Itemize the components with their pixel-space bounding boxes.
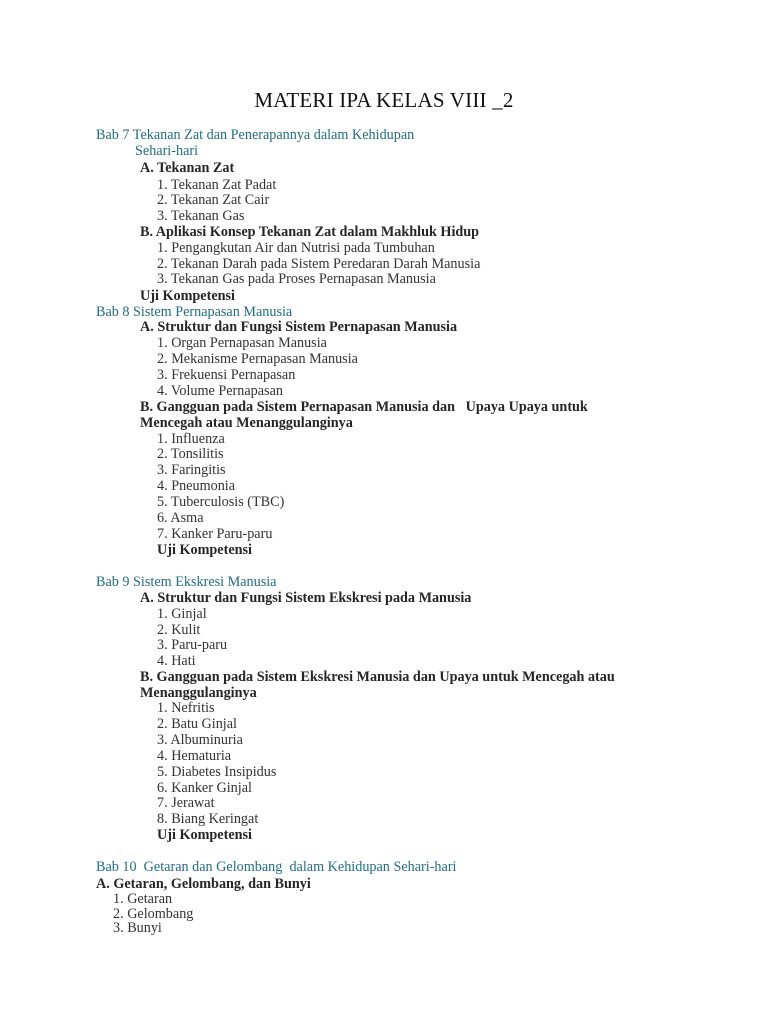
list-item: 2. Tonsilitis	[157, 446, 224, 462]
list-item: 1. Ginjal	[157, 606, 207, 622]
section-heading: B. Gangguan pada Sistem Ekskresi Manusia dan Upaya untuk Mencegah atau	[140, 669, 615, 685]
list-item: 4. Volume Pernapasan	[157, 383, 283, 399]
list-item: 1. Organ Pernapasan Manusia	[157, 335, 327, 351]
list-item: 4. Hematuria	[157, 748, 232, 764]
section-heading: A. Struktur dan Fungsi Sistem Ekskresi pada Manusia	[140, 590, 472, 606]
list-item: 3. Faringitis	[157, 462, 226, 478]
section-heading: Uji Kompetensi	[140, 288, 235, 304]
list-item: 3. Paru-paru	[157, 637, 228, 653]
list-item: 1. Pengangkutan Air dan Nutrisi pada Tumbuhan	[157, 240, 435, 256]
list-item: 7. Jerawat	[157, 795, 215, 811]
chapter-heading: Bab 7 Tekanan Zat dan Penerapannya dalam Kehidupan	[96, 127, 415, 143]
list-item: 5. Diabetes Insipidus	[157, 764, 277, 780]
list-item: 2. Kulit	[157, 622, 201, 638]
list-item: 4. Hati	[157, 653, 196, 669]
chapter-heading: Bab 8 Sistem Pernapasan Manusia	[96, 304, 293, 320]
chapter-heading: Bab 10 Getaran dan Gelombang dalam Kehidupan Sehari-hari	[96, 859, 457, 875]
list-item: 6. Kanker Ginjal	[157, 780, 252, 796]
list-item: 1. Getaran	[113, 891, 173, 907]
list-item: 3. Tekanan Gas pada Proses Pernapasan Manusia	[157, 271, 436, 287]
list-item: 1. Tekanan Zat Padat	[157, 177, 277, 193]
section-heading: A. Getaran, Gelombang, dan Bunyi	[96, 876, 311, 892]
list-item: 7. Kanker Paru-paru	[157, 526, 273, 542]
chapter-heading: Sehari-hari	[135, 143, 199, 159]
section-heading: Mencegah atau Menanggulanginya	[140, 415, 353, 431]
list-item: 2. Tekanan Darah pada Sistem Peredaran Darah Manusia	[157, 256, 481, 272]
section-heading: B. Gangguan pada Sistem Pernapasan Manusia dan Upaya Upaya untuk	[140, 399, 588, 415]
list-item: 1. Nefritis	[157, 700, 215, 716]
list-item: 6. Asma	[157, 510, 204, 526]
section-heading: Uji Kompetensi	[157, 542, 252, 558]
list-item: 3. Albuminuria	[157, 732, 243, 748]
section-heading: Uji Kompetensi	[157, 827, 252, 843]
chapter-heading: Bab 9 Sistem Ekskresi Manusia	[96, 574, 277, 590]
document-title: MATERI IPA KELAS VIII _2	[254, 88, 514, 112]
section-heading: A. Tekanan Zat	[140, 160, 235, 176]
list-item: 5. Tuberculosis (TBC)	[157, 494, 285, 510]
list-item: 3. Tekanan Gas	[157, 208, 245, 224]
section-heading: A. Struktur dan Fungsi Sistem Pernapasan Manusia	[140, 319, 458, 335]
list-item: 2. Gelombang	[113, 906, 194, 922]
list-item: 8. Biang Keringat	[157, 811, 259, 827]
section-heading: B. Aplikasi Konsep Tekanan Zat dalam Makhluk Hidup	[140, 224, 480, 240]
section-heading: Menanggulanginya	[140, 685, 257, 701]
list-item: 4. Pneumonia	[157, 478, 236, 494]
list-item: 3. Frekuensi Pernapasan	[157, 367, 296, 383]
list-item: 1. Influenza	[157, 431, 225, 447]
list-item: 2. Batu Ginjal	[157, 716, 237, 732]
list-item: 2. Tekanan Zat Cair	[157, 192, 270, 208]
list-item: 3. Bunyi	[113, 920, 162, 936]
list-item: 2. Mekanisme Pernapasan Manusia	[157, 351, 358, 367]
